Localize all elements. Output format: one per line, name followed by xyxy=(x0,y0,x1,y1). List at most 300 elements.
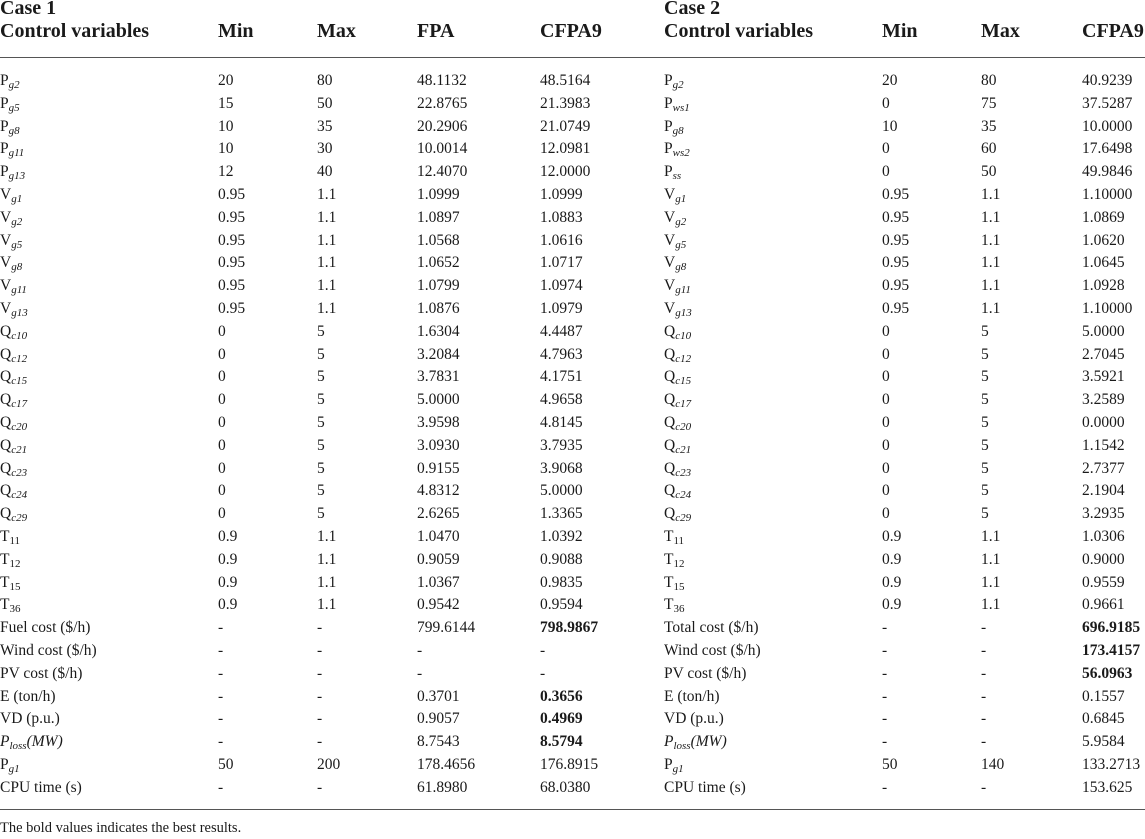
case2-min-cell: 0.9 xyxy=(882,596,902,614)
case1-cfpa9-cell: 1.0717 xyxy=(540,254,583,272)
variable-symbol: P xyxy=(0,733,10,751)
case2-min-cell: 0.9 xyxy=(882,550,902,568)
case2-min-cell: 50 xyxy=(882,756,898,773)
table-row xyxy=(0,525,1145,548)
variable-subscript: c29 xyxy=(675,512,692,525)
variable-symbol: VD (p.u.) xyxy=(664,710,724,728)
case1-col-fpa: FPA xyxy=(417,20,455,42)
variable-symbol: P xyxy=(0,756,9,773)
variable-subscript: c21 xyxy=(11,443,28,456)
variable-symbol: Q xyxy=(664,505,676,523)
table-row xyxy=(0,730,1145,753)
case2-cfpa9-cell: 56.0963 xyxy=(1082,664,1133,682)
case2-min-cell: 0.9 xyxy=(882,528,902,545)
case2-cfpa9-cell: 3.2589 xyxy=(1082,391,1125,409)
variable-subscript: g13 xyxy=(8,170,26,183)
variable-symbol: P xyxy=(664,72,673,89)
case1-cfpa9-cell: 1.0883 xyxy=(540,208,583,226)
case1-min-cell: 0 xyxy=(218,391,226,409)
variable-symbol: P xyxy=(0,163,9,181)
variable-symbol: P xyxy=(0,94,9,112)
case1-min-cell: 0.9 xyxy=(218,528,238,545)
case2-min-cell: 0.95 xyxy=(882,277,910,295)
table-row xyxy=(0,343,1145,366)
case1-fpa-cell: 20.2906 xyxy=(417,117,468,135)
case2-min-cell: - xyxy=(882,778,888,796)
case1-max-cell: 5 xyxy=(317,414,325,431)
case2-variable-cell xyxy=(664,707,724,730)
case2-variable-cell xyxy=(664,479,691,502)
case2-max-cell: 1.1 xyxy=(981,528,1001,545)
case1-fpa-cell: 1.0876 xyxy=(417,300,460,317)
case1-max-cell: 5 xyxy=(317,368,325,386)
case1-variable-cell xyxy=(0,730,63,753)
case1-variable-cell xyxy=(0,137,24,160)
case1-min-cell: - xyxy=(218,619,224,637)
variable-symbol: V xyxy=(0,231,12,249)
variable-subscript: g2 xyxy=(675,215,687,228)
table-row xyxy=(0,388,1145,411)
case2-cfpa9-cell: 0.9661 xyxy=(1082,596,1125,614)
case1-max-cell: 1.1 xyxy=(317,596,337,614)
case1-fpa-cell: 3.2084 xyxy=(417,345,460,363)
case2-cfpa9-cell: 2.1904 xyxy=(1082,482,1125,500)
case2-max-cell: 1.1 xyxy=(981,254,1001,272)
variable-symbol: Q xyxy=(664,345,676,363)
case1-max-cell: 5 xyxy=(317,345,325,363)
case1-col-min: Min xyxy=(218,20,254,42)
variable-symbol: Q xyxy=(0,414,12,431)
case2-max-cell: 75 xyxy=(981,94,997,112)
case1-variable-cell xyxy=(0,320,27,343)
case2-variable-cell xyxy=(664,434,691,457)
table-row xyxy=(0,685,1145,708)
variable-subscript: c21 xyxy=(675,443,692,456)
case2-max-cell: - xyxy=(981,664,987,682)
case2-variable-cell xyxy=(664,251,686,274)
variable-subscript: g13 xyxy=(675,307,692,319)
case2-variable-cell xyxy=(664,776,746,799)
case1-variable-cell xyxy=(0,388,27,411)
variable-subscript: 12 xyxy=(673,557,685,570)
case1-max-cell: 1.1 xyxy=(317,550,337,568)
case1-max-cell: 30 xyxy=(317,140,333,158)
case1-variable-cell xyxy=(0,753,20,776)
variable-symbol: P xyxy=(664,140,673,158)
case1-max-cell: - xyxy=(317,778,323,796)
case1-fpa-cell: 12.4070 xyxy=(417,163,468,181)
case2-variable-cell xyxy=(664,753,684,776)
case2-variable-cell xyxy=(664,92,690,115)
case1-fpa-cell: 1.0799 xyxy=(417,277,460,295)
case1-min-cell: 0.95 xyxy=(218,186,246,203)
case1-cfpa9-cell: 21.3983 xyxy=(540,94,591,112)
case1-max-cell: 5 xyxy=(317,391,325,409)
case2-max-cell: - xyxy=(981,687,987,705)
case1-variable-cell xyxy=(0,479,27,502)
variable-symbol: V xyxy=(0,277,12,295)
case1-min-cell: 12 xyxy=(218,163,234,181)
case1-title: Case 1 xyxy=(0,0,57,19)
variable-unit: (MW) xyxy=(26,733,63,751)
case1-variable-cell xyxy=(0,183,22,206)
case2-max-cell: 5 xyxy=(981,345,989,363)
case1-min-cell: 0 xyxy=(218,459,226,477)
case2-max-cell: 50 xyxy=(981,163,997,181)
case2-cfpa9-cell: 1.10000 xyxy=(1082,300,1133,317)
case1-min-cell: 0.9 xyxy=(218,550,238,568)
case1-variable-cell xyxy=(0,502,27,525)
variable-subscript: g1 xyxy=(675,193,687,205)
variable-subscript: 12 xyxy=(9,557,21,570)
variable-subscript: g2 xyxy=(11,215,23,228)
case1-cfpa9-cell: 0.4969 xyxy=(540,710,583,728)
case2-min-cell: - xyxy=(882,619,888,637)
case1-min-cell: - xyxy=(218,778,224,796)
case2-cfpa9-cell: 0.6845 xyxy=(1082,710,1125,728)
table-row xyxy=(0,274,1145,297)
variable-symbol: T xyxy=(0,550,10,568)
table-footnote: The bold values indicates the best results. xyxy=(0,820,242,836)
case1-cfpa9-cell: 1.3365 xyxy=(540,505,583,523)
case1-fpa-cell: 5.0000 xyxy=(417,391,460,409)
case2-variable-cell xyxy=(664,365,691,388)
case1-min-cell: 0 xyxy=(218,436,226,454)
case2-max-cell: 1.1 xyxy=(981,231,1001,249)
case2-cfpa9-cell: 5.0000 xyxy=(1082,322,1125,340)
case1-variable-cell xyxy=(0,707,60,730)
variable-symbol: Q xyxy=(0,322,12,340)
case2-variable-cell xyxy=(664,388,691,411)
case2-cfpa9-cell: 1.0620 xyxy=(1082,231,1125,249)
case1-variable-cell xyxy=(0,69,20,92)
case1-variable-cell xyxy=(0,525,20,548)
case1-fpa-cell: - xyxy=(417,664,423,682)
case1-cfpa9-cell: 0.9594 xyxy=(540,596,583,614)
case2-max-cell: 5 xyxy=(981,436,989,454)
variable-symbol: V xyxy=(0,300,12,317)
case2-max-cell: 5 xyxy=(981,482,989,500)
case1-col-cfpa9: CFPA9 xyxy=(540,20,602,42)
case1-min-cell: 15 xyxy=(218,94,234,112)
variable-subscript: g1 xyxy=(8,763,20,775)
case1-cfpa9-cell: 4.4487 xyxy=(540,322,583,340)
table-row xyxy=(0,434,1145,457)
variable-symbol: V xyxy=(0,208,12,226)
case2-cfpa9-cell: 17.6498 xyxy=(1082,140,1133,158)
case2-min-cell: - xyxy=(882,687,888,705)
case2-max-cell: - xyxy=(981,642,987,659)
variable-subscript: g8 xyxy=(11,261,23,274)
case1-variable-cell xyxy=(0,411,27,434)
variable-subscript: c20 xyxy=(675,421,692,433)
case1-max-cell: 1.1 xyxy=(317,254,337,272)
case2-cfpa9-cell: 1.0306 xyxy=(1082,528,1125,545)
case1-col-control-variables: Control variables xyxy=(0,20,150,42)
case2-variable-cell xyxy=(664,730,727,753)
case2-min-cell: 0.95 xyxy=(882,231,910,249)
case1-max-cell: - xyxy=(317,642,323,659)
case2-cfpa9-cell: 3.5921 xyxy=(1082,368,1125,386)
case2-max-cell: 1.1 xyxy=(981,300,1001,317)
table-row xyxy=(0,479,1145,502)
table-row xyxy=(0,365,1145,388)
table-row xyxy=(0,616,1145,639)
table-row xyxy=(0,92,1145,115)
case1-min-cell: 0.95 xyxy=(218,208,246,226)
case1-cfpa9-cell: 176.8915 xyxy=(540,756,599,773)
case1-variable-cell xyxy=(0,206,22,229)
case2-max-cell: 1.1 xyxy=(981,186,1001,203)
variable-subscript: c17 xyxy=(11,398,28,411)
case2-variable-cell xyxy=(664,685,720,708)
case1-cfpa9-cell: 0.9088 xyxy=(540,550,583,568)
case1-cfpa9-cell: 5.0000 xyxy=(540,482,583,500)
variable-symbol: Q xyxy=(664,391,676,409)
case2-variable-cell xyxy=(664,274,691,297)
table-row xyxy=(0,639,1145,662)
case1-fpa-cell: 1.0470 xyxy=(417,528,460,545)
variable-symbol: PV cost ($/h) xyxy=(664,664,747,682)
variable-subscript: c24 xyxy=(11,489,28,502)
case1-variable-cell xyxy=(0,639,97,662)
table-row xyxy=(0,183,1145,206)
case1-fpa-cell: 1.0652 xyxy=(417,254,460,272)
variable-subscript: c20 xyxy=(11,421,28,433)
case2-max-cell: 5 xyxy=(981,391,989,409)
case1-fpa-cell: 0.9542 xyxy=(417,596,460,614)
case1-min-cell: 50 xyxy=(218,756,234,773)
case1-max-cell: - xyxy=(317,687,323,705)
variable-symbol: V xyxy=(664,300,676,317)
case1-cfpa9-cell: 3.9068 xyxy=(540,459,583,477)
case1-cfpa9-cell: 1.0974 xyxy=(540,277,583,295)
case1-variable-cell xyxy=(0,297,28,320)
variable-symbol: P xyxy=(664,163,673,181)
variable-symbol: P xyxy=(664,756,673,773)
variable-symbol: T xyxy=(0,596,10,614)
variable-symbol: V xyxy=(0,254,12,272)
case2-cfpa9-cell: 1.0645 xyxy=(1082,254,1125,272)
variable-symbol: T xyxy=(664,573,674,591)
case2-variable-cell xyxy=(664,206,686,229)
variable-symbol: E (ton/h) xyxy=(0,687,56,705)
case1-fpa-cell: 2.6265 xyxy=(417,505,460,523)
variable-symbol: Q xyxy=(0,368,12,386)
case1-variable-cell xyxy=(0,160,25,183)
case1-cfpa9-cell: 12.0000 xyxy=(540,163,591,181)
case1-cfpa9-cell: 21.0749 xyxy=(540,117,591,135)
variable-subscript: c15 xyxy=(11,375,28,388)
case2-max-cell: 1.1 xyxy=(981,208,1001,226)
case1-fpa-cell: 22.8765 xyxy=(417,94,468,112)
case2-cfpa9-cell: 1.0928 xyxy=(1082,277,1125,295)
case1-cfpa9-cell: 4.1751 xyxy=(540,368,583,386)
variable-symbol: P xyxy=(664,733,674,751)
case1-max-cell: 1.1 xyxy=(317,186,337,203)
case1-min-cell: 10 xyxy=(218,140,234,158)
case1-variable-cell xyxy=(0,593,20,616)
variable-subscript: c17 xyxy=(675,398,692,411)
variable-subscript: c12 xyxy=(11,352,28,365)
variable-symbol: Q xyxy=(0,436,12,454)
case2-variable-cell xyxy=(664,571,684,594)
case1-min-cell: 0 xyxy=(218,322,226,340)
variable-symbol: V xyxy=(664,208,676,226)
variable-symbol: Q xyxy=(0,482,12,500)
case2-max-cell: 1.1 xyxy=(981,573,1001,591)
case1-max-cell: 1.1 xyxy=(317,300,337,317)
case1-variable-cell xyxy=(0,365,27,388)
case1-fpa-cell: 48.1132 xyxy=(417,72,467,89)
case1-fpa-cell: 1.0999 xyxy=(417,186,460,203)
case1-fpa-cell: 0.9059 xyxy=(417,550,460,568)
table-row xyxy=(0,776,1145,799)
case2-min-cell: - xyxy=(882,733,888,751)
variable-subscript: g11 xyxy=(675,284,691,297)
variable-symbol: V xyxy=(664,186,676,203)
case2-variable-cell xyxy=(664,639,761,662)
case1-max-cell: - xyxy=(317,733,323,751)
case2-col-control-variables: Control variables xyxy=(664,20,814,42)
case2-max-cell: 5 xyxy=(981,368,989,386)
case2-max-cell: 80 xyxy=(981,72,997,89)
variable-symbol: Q xyxy=(664,482,676,500)
variable-symbol: Q xyxy=(664,459,676,477)
case1-fpa-cell: 1.6304 xyxy=(417,322,460,340)
variable-subscript: 15 xyxy=(9,580,21,593)
table-row xyxy=(0,707,1145,730)
case1-variable-cell xyxy=(0,662,82,685)
case1-min-cell: 0.95 xyxy=(218,254,246,272)
case2-cfpa9-cell: 10.0000 xyxy=(1082,117,1133,135)
case2-min-cell: 0 xyxy=(882,345,890,363)
variable-symbol: T xyxy=(0,528,10,545)
case2-cfpa9-cell: 40.9239 xyxy=(1082,72,1133,89)
case2-cfpa9-cell: 0.1557 xyxy=(1082,687,1125,705)
variable-subscript: c24 xyxy=(675,489,692,502)
case2-variable-cell xyxy=(664,137,690,160)
variable-subscript: 15 xyxy=(673,580,685,593)
case1-cfpa9-cell: 1.0999 xyxy=(540,186,583,203)
table-row xyxy=(0,297,1145,320)
case1-max-cell: 5 xyxy=(317,436,325,454)
case1-fpa-cell: 1.0367 xyxy=(417,573,460,591)
table-row xyxy=(0,206,1145,229)
variable-symbol: P xyxy=(0,72,9,89)
case1-min-cell: - xyxy=(218,642,224,659)
case1-cfpa9-cell: 68.0380 xyxy=(540,778,591,796)
case1-cfpa9-cell: 4.9658 xyxy=(540,391,583,409)
variable-subscript: c23 xyxy=(675,466,692,479)
case1-min-cell: - xyxy=(218,733,224,751)
case2-variable-cell xyxy=(664,115,684,138)
case1-cfpa9-cell: 0.9835 xyxy=(540,573,583,591)
case2-min-cell: 0 xyxy=(882,482,890,500)
variable-symbol: Wind cost ($/h) xyxy=(664,642,761,659)
table-row xyxy=(0,160,1145,183)
case1-variable-cell xyxy=(0,571,20,594)
variable-subscript: 36 xyxy=(9,603,21,616)
variable-symbol: T xyxy=(0,573,10,591)
case1-variable-cell xyxy=(0,343,27,366)
case2-max-cell: 60 xyxy=(981,140,997,158)
variable-subscript: c15 xyxy=(675,375,692,388)
case2-variable-cell xyxy=(664,411,691,434)
case1-fpa-cell: 8.7543 xyxy=(417,733,460,751)
variable-subscript: loss xyxy=(673,740,691,753)
case2-max-cell: - xyxy=(981,778,987,796)
case2-cfpa9-cell: 2.7045 xyxy=(1082,345,1125,363)
case1-max-cell: 40 xyxy=(317,163,333,181)
case1-min-cell: 10 xyxy=(218,117,234,135)
case2-cfpa9-cell: 1.10000 xyxy=(1082,186,1133,203)
variable-subscript: g2 xyxy=(672,79,684,91)
case2-min-cell: 0.95 xyxy=(882,254,910,272)
table-row xyxy=(0,753,1145,776)
case2-cfpa9-cell: 133.2713 xyxy=(1082,756,1141,773)
case2-variable-cell xyxy=(664,662,746,685)
variable-symbol: PV cost ($/h) xyxy=(0,664,83,682)
variable-symbol: E (ton/h) xyxy=(664,687,720,705)
case1-cfpa9-cell: 1.0616 xyxy=(540,231,583,249)
variable-subscript: g11 xyxy=(8,147,25,160)
variable-subscript: c10 xyxy=(675,329,692,342)
case2-cfpa9-cell: 49.9846 xyxy=(1082,163,1133,181)
case1-variable-cell xyxy=(0,229,22,252)
case2-variable-cell xyxy=(664,343,691,366)
variable-symbol: V xyxy=(664,231,676,249)
case2-variable-cell xyxy=(664,525,684,548)
case2-col-min: Min xyxy=(882,20,918,42)
case1-max-cell: - xyxy=(317,710,323,728)
variable-symbol: T xyxy=(664,528,674,545)
case2-min-cell: - xyxy=(882,642,888,659)
variable-subscript: g8 xyxy=(675,261,687,274)
case2-variable-cell xyxy=(664,160,681,183)
variable-subscript: loss xyxy=(9,740,27,753)
case2-min-cell: - xyxy=(882,664,888,682)
case2-max-cell: 1.1 xyxy=(981,550,1001,568)
table-row xyxy=(0,251,1145,274)
case2-cfpa9-cell: 1.1542 xyxy=(1082,436,1125,454)
case2-max-cell: 1.1 xyxy=(981,596,1001,614)
case2-max-cell: 1.1 xyxy=(981,277,1001,295)
case2-min-cell: 20 xyxy=(882,72,898,89)
bottom-rule xyxy=(0,809,1145,810)
case1-max-cell: 200 xyxy=(317,756,341,773)
case1-fpa-cell: - xyxy=(417,642,423,659)
variable-symbol: Q xyxy=(0,391,12,409)
case1-variable-cell xyxy=(0,115,20,138)
case2-cfpa9-cell: 5.9584 xyxy=(1082,733,1125,751)
case2-min-cell: 0 xyxy=(882,368,890,386)
case2-max-cell: - xyxy=(981,710,987,728)
case2-max-cell: 35 xyxy=(981,117,997,135)
case2-min-cell: 0 xyxy=(882,459,890,477)
case2-col-cfpa9: CFPA9 xyxy=(1082,20,1144,42)
case1-max-cell: 5 xyxy=(317,482,325,500)
case1-min-cell: 0.9 xyxy=(218,573,238,591)
case1-variable-cell xyxy=(0,548,20,571)
case2-cfpa9-cell: 0.0000 xyxy=(1082,414,1125,431)
variable-subscript: c10 xyxy=(11,329,28,342)
case1-max-cell: 35 xyxy=(317,117,333,135)
case1-max-cell: - xyxy=(317,619,323,637)
case2-min-cell: 10 xyxy=(882,117,898,135)
case1-variable-cell xyxy=(0,616,90,639)
variable-subscript: ss xyxy=(672,170,682,183)
